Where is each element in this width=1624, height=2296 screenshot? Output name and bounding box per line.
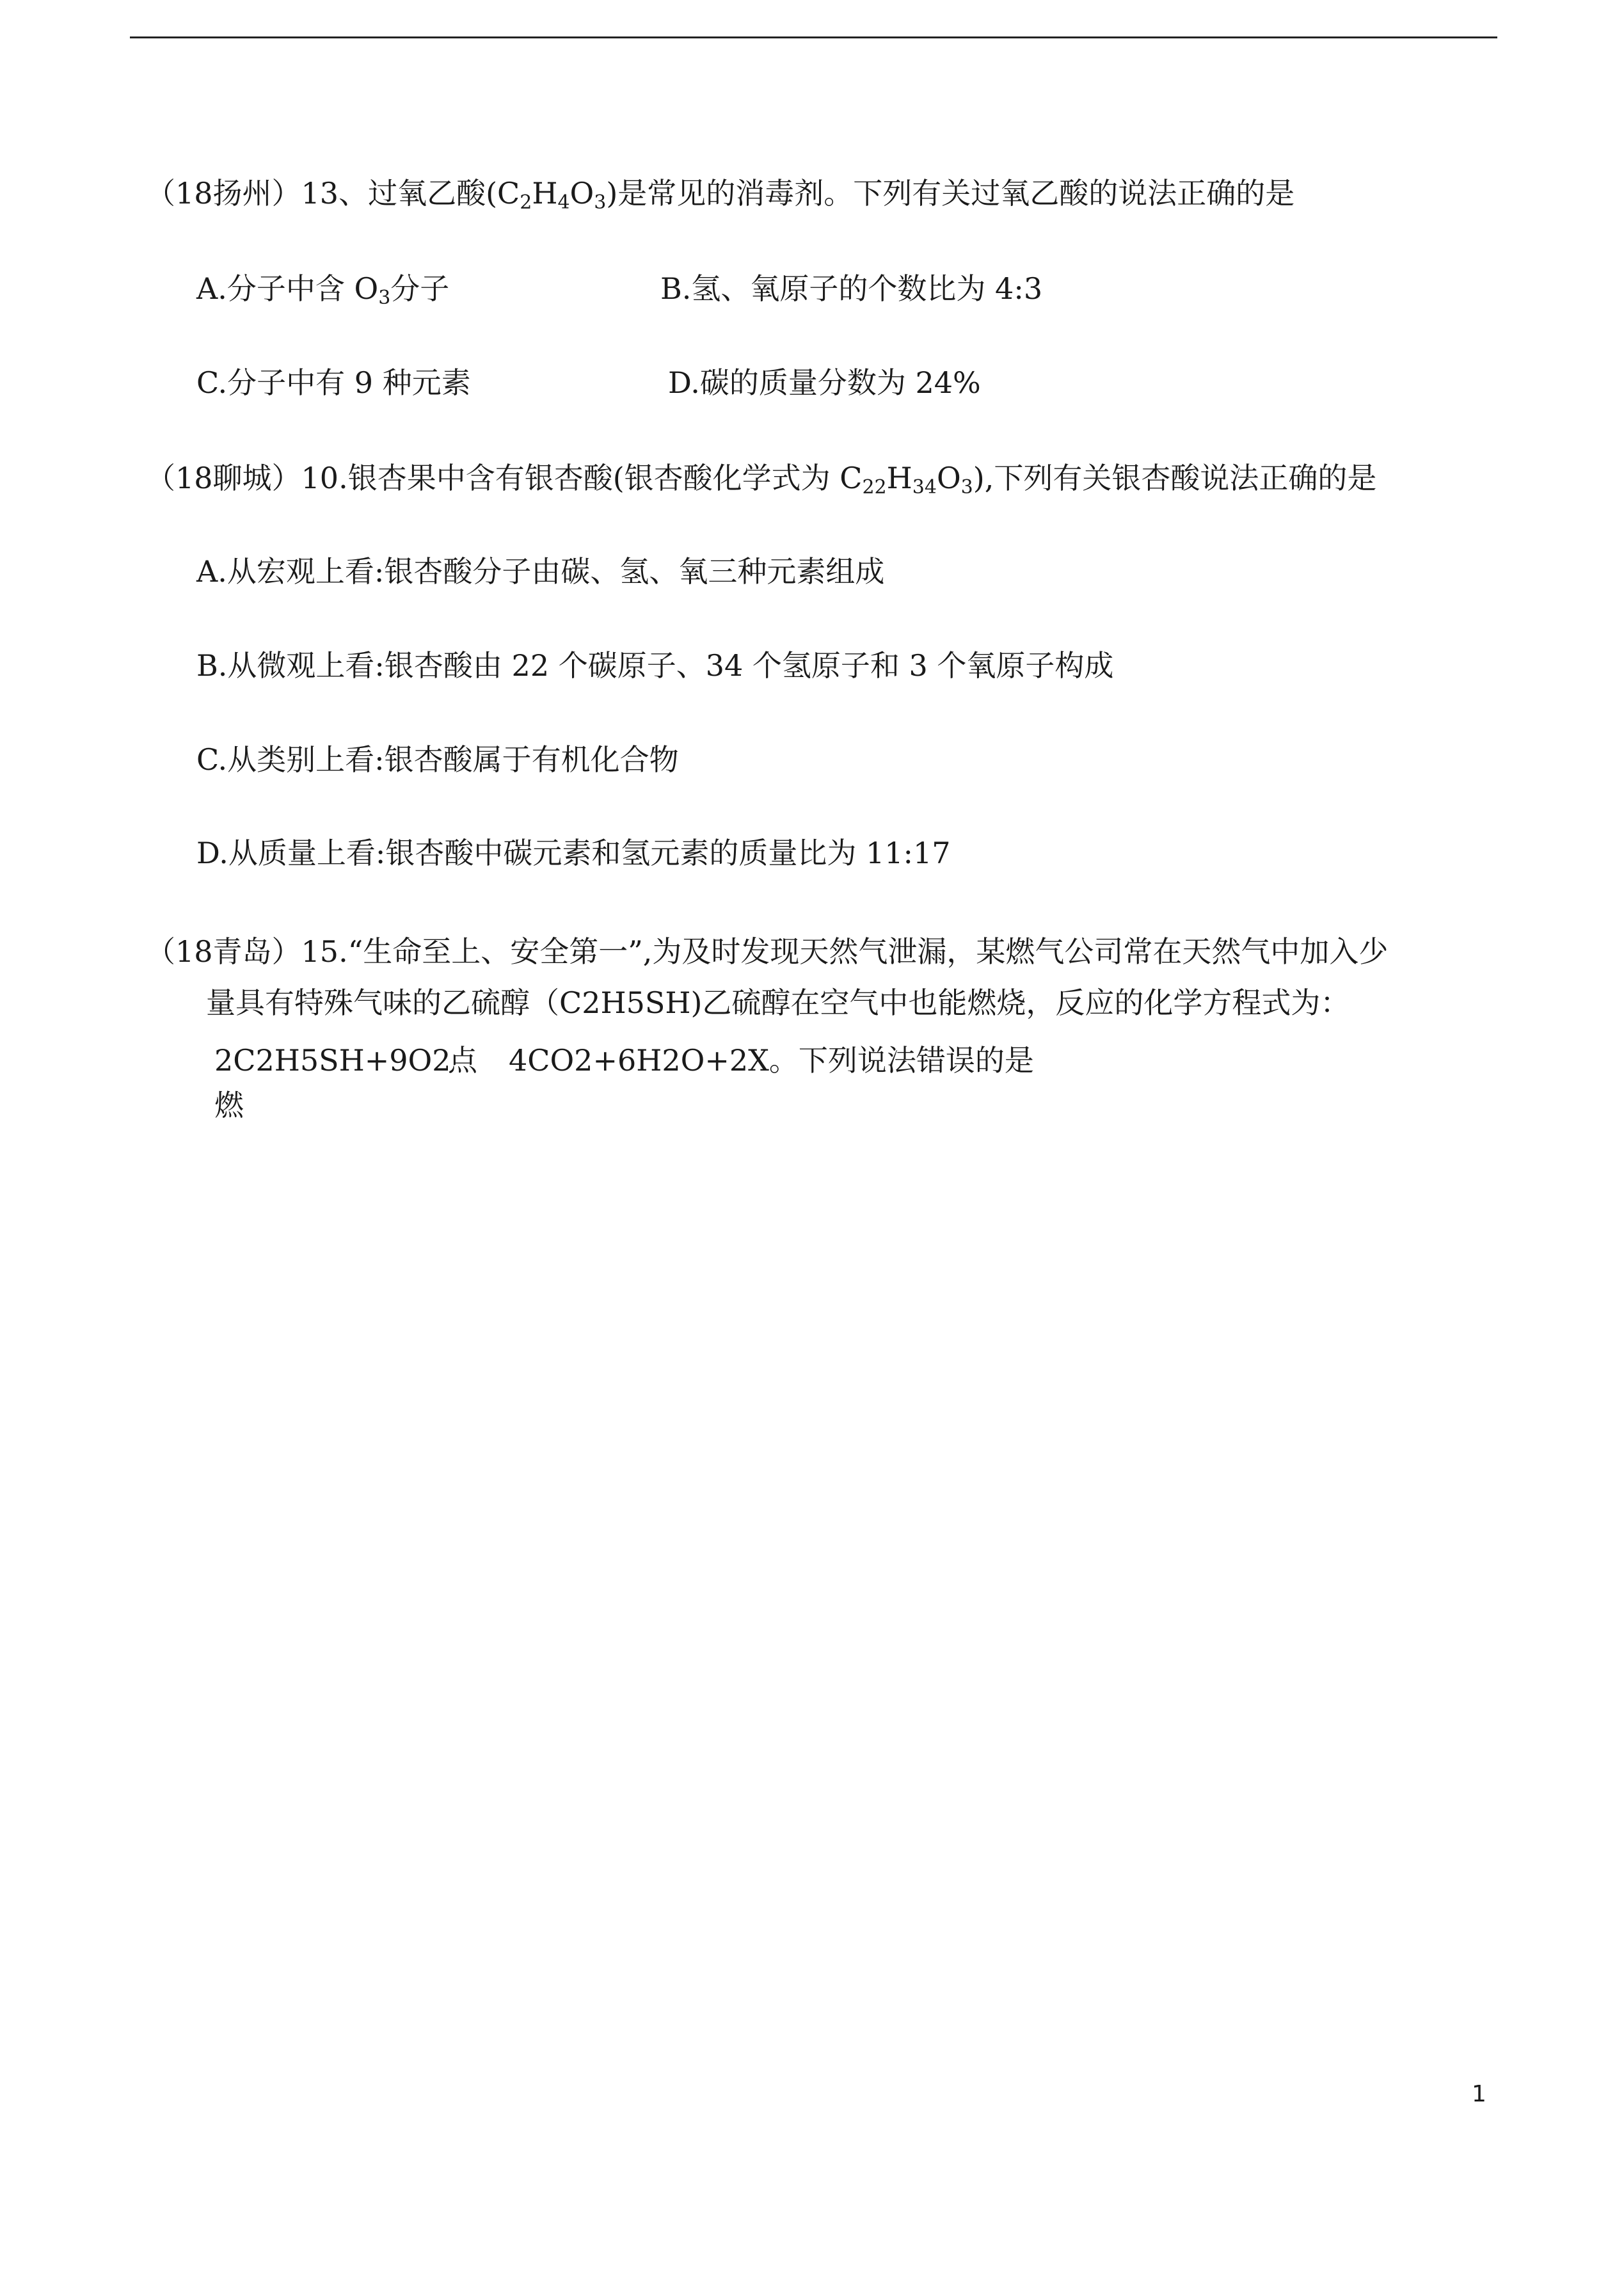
q1-option-c[interactable]: C.分子中有 9 种元素 xyxy=(196,365,471,400)
q1-stem-text: H xyxy=(532,176,558,211)
q1-subscript: 4 xyxy=(557,191,570,214)
header-rule xyxy=(130,36,1497,38)
q1-subscript: 3 xyxy=(594,191,607,214)
q1-stem-text: （18扬州）13、过氧乙酸(C xyxy=(146,176,520,211)
q1-option-a-text: 分子 xyxy=(390,271,450,306)
q3-stem-line1: （18青岛）15.“生命至上、安全第一”,为及时发现天然气泄漏，某燃气公司常在天然气中加入少 xyxy=(146,934,1389,969)
q2-option-c[interactable]: C.从类别上看:银杏酸属于有机化合物 xyxy=(196,742,679,777)
q3-stem-line2: 量具有特殊气味的乙硫醇（C2H5SH)乙硫醇在空气中也能燃烧，反应的化学方程式为： xyxy=(206,985,1350,1020)
q3-equation-condition-top: 点 xyxy=(448,1043,477,1078)
page-number: 1 xyxy=(1472,2081,1486,2107)
q1-stem-text: O xyxy=(569,176,594,211)
q1-subscript: 2 xyxy=(520,191,532,214)
q1-option-d[interactable]: D.碳的质量分数为 24% xyxy=(668,365,981,400)
q2-option-a[interactable]: A.从宏观上看:银杏酸分子由碳、氢、氧三种元素组成 xyxy=(196,554,885,589)
q2-stem-text: （18聊城）10.银杏果中含有银杏酸(银杏酸化学式为 C xyxy=(146,461,863,495)
q2-stem xyxy=(146,459,1376,497)
q2-stem-text: ),下列有关银杏酸说法正确的是 xyxy=(973,461,1377,495)
q1-option-b[interactable]: B.氢、氧原子的个数比为 4:3 xyxy=(660,271,1043,306)
q1-option-a-text: A.分子中含 O xyxy=(196,271,379,306)
q2-stem-text: H xyxy=(886,461,912,495)
q1-option-a[interactable] xyxy=(196,269,449,308)
q1-stem-text: )是常见的消毒剂。下列有关过氧乙酸的说法正确的是 xyxy=(606,176,1295,211)
q2-option-b[interactable]: B.从微观上看:银杏酸由 22 个碳原子、34 个氢原子和 3 个氧原子构成 xyxy=(196,648,1114,683)
q3-equation-condition-bottom: 燃 xyxy=(214,1088,244,1122)
q2-stem-text: O xyxy=(936,461,961,495)
q2-subscript: 3 xyxy=(960,476,973,498)
q3-equation-left: 2C2H5SH+9O2 xyxy=(214,1043,451,1078)
q1-subscript: 3 xyxy=(378,287,391,309)
q2-subscript: 22 xyxy=(862,476,887,498)
q2-subscript: 34 xyxy=(912,476,937,498)
q2-option-d[interactable]: D.从质量上看:银杏酸中碳元素和氢元素的质量比为 11:17 xyxy=(196,836,951,870)
q1-stem xyxy=(146,174,1294,212)
q3-equation-right: 4CO2+6H2O+2X。下列说法错误的是 xyxy=(509,1043,1034,1078)
